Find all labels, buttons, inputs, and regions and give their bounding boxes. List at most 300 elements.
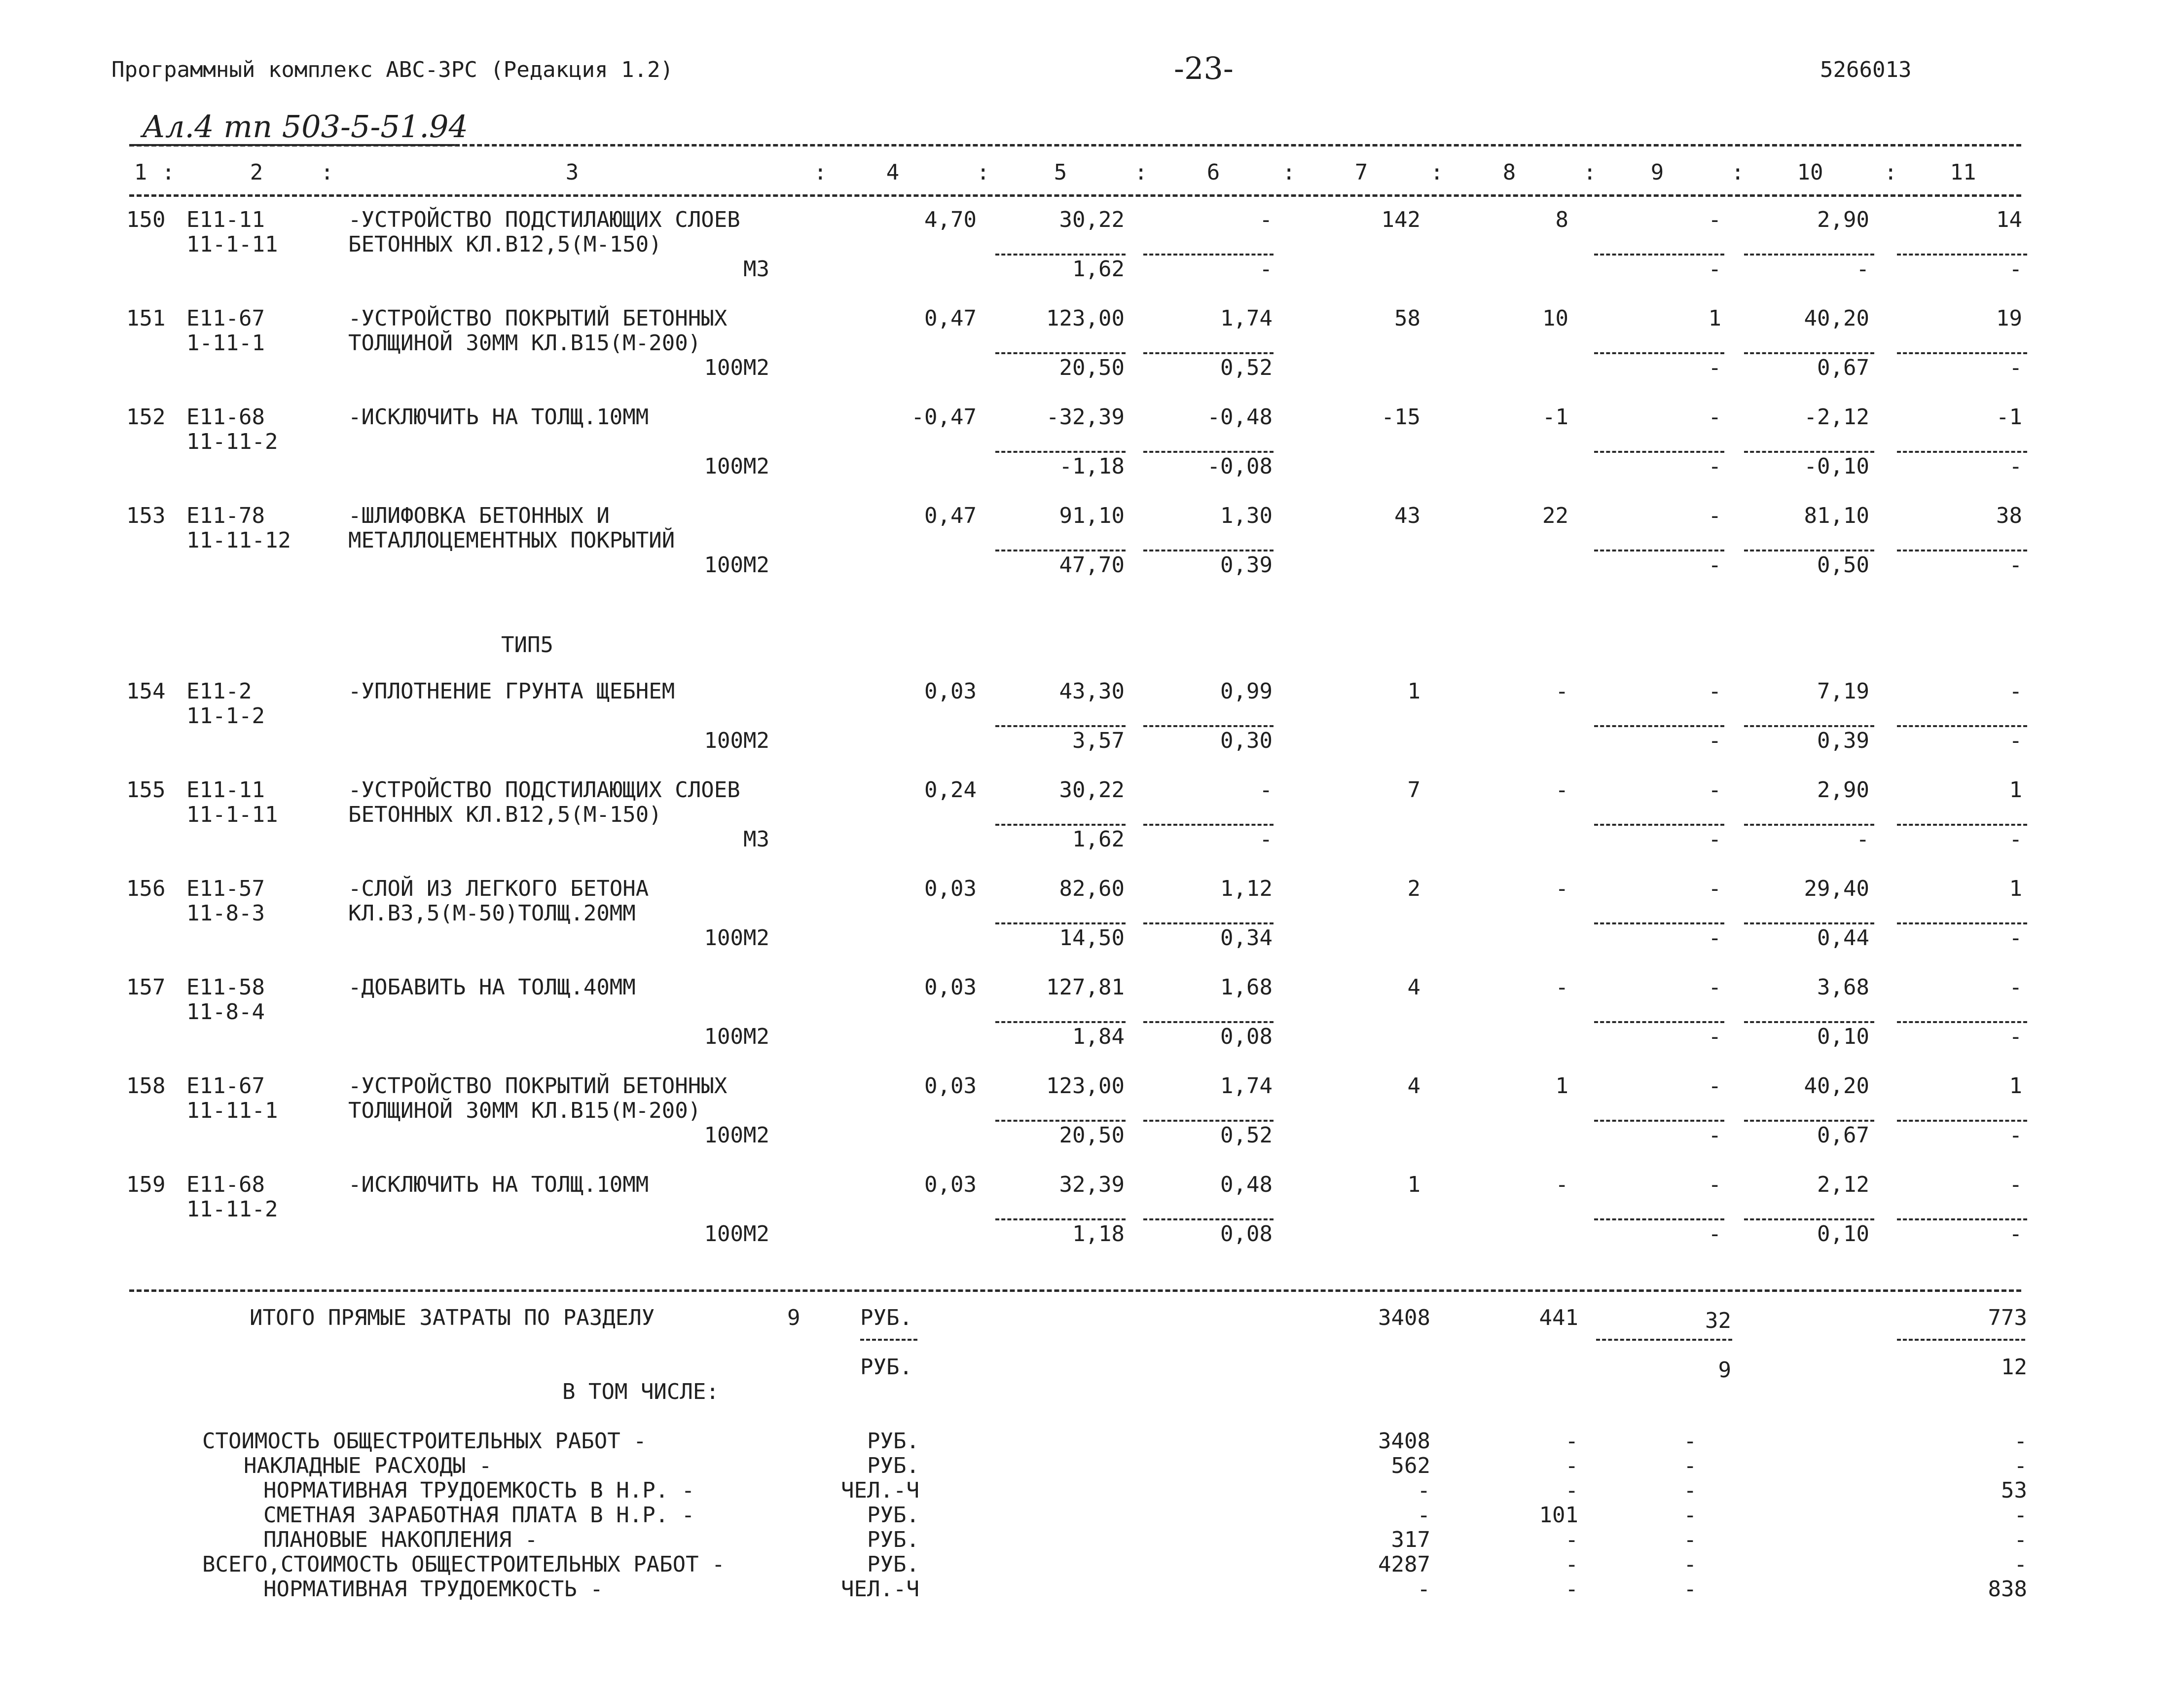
col10-value: 40,20 [1804,1073,1869,1099]
summary-total-label: ИТОГО ПРЯМЫЕ ЗАТРАТЫ ПО РАЗДЕЛУ [250,1305,655,1330]
col4-value: 0,47 [924,503,977,528]
col7-value: 1 [1407,1172,1420,1197]
col11-subtotal: - [2009,1123,2022,1148]
breakdown-label: ПЛАНОВЫЕ НАКОПЛЕНИЯ - [263,1527,538,1552]
entry-number: 153 [126,503,166,528]
breakdown-label: СМЕТНАЯ ЗАРАБОТНАЯ ПЛАТА В Н.Р. - [263,1503,695,1528]
breakdown-col7: 317 [1391,1527,1430,1552]
breakdown-col9: - [1683,1453,1697,1478]
subtotal-rule [1744,550,1874,551]
breakdown-col7: 4287 [1378,1552,1430,1577]
subtotal-rule [1143,1218,1274,1220]
entry-subcode: 11-11-2 [186,429,278,454]
col8-value: 10 [1542,306,1568,331]
breakdown-col9: - [1683,1527,1697,1552]
column-header-4: 4 [886,160,900,185]
subtotal-rule [995,922,1126,924]
subtotal-rule [1594,922,1724,924]
col8-value: 1 [1555,1073,1568,1099]
summary-col11-b: 12 [2001,1355,2027,1380]
column-separator: : [977,160,990,185]
subtotal-rule [1594,1021,1724,1023]
col6-subtotal: 0,08 [1220,1024,1273,1049]
entry-unit: 100М2 [704,1024,769,1049]
col9-subtotal: - [1708,552,1721,578]
col5-value: 127,81 [1046,975,1125,1000]
col11-subtotal: - [2009,257,2022,282]
col11-value: -1 [1996,404,2022,430]
entry-description-2: ТОЛЩИНОЙ 30ММ КЛ.В15(М-200) [348,1098,701,1123]
col7-value: 4 [1407,975,1420,1000]
col9-value: - [1708,1172,1721,1197]
breakdown-col11: 53 [2001,1478,2027,1503]
entry-number: 154 [126,679,166,704]
col5-value: 30,22 [1059,777,1125,803]
subtotal-rule [1594,1218,1724,1220]
col11-subtotal: - [2009,1221,2022,1247]
col5-subtotal: 1,18 [1072,1221,1125,1247]
col6-value: 1,68 [1220,975,1273,1000]
col9-subtotal: - [1708,257,1721,282]
subtotal-rule [1143,725,1274,727]
col4-value: 0,03 [924,975,977,1000]
subtotal-rule [1143,254,1274,256]
subtotal-rule [1897,1021,2027,1023]
subtotal-rule [1897,725,2027,727]
col8-value: - [1555,679,1568,704]
col8-value: - [1555,975,1568,1000]
col4-value: 0,47 [924,306,977,331]
col10-subtotal: 0,10 [1817,1221,1869,1247]
breakdown-col11: - [2014,1429,2027,1454]
col9-value: - [1708,404,1721,430]
column-separator: : [1430,160,1444,185]
col6-subtotal: 0,34 [1220,925,1273,951]
col6-subtotal: 0,52 [1220,1123,1273,1148]
col5-subtotal: 1,84 [1072,1024,1125,1049]
summary-col7: 3408 [1378,1305,1430,1330]
column-header-9: 9 [1650,160,1664,185]
entry-subcode: 11-11-1 [186,1098,278,1123]
col6-value: 1,30 [1220,503,1273,528]
subtotal-rule [1143,550,1274,551]
summary-unit-1: РУБ. [860,1305,912,1330]
subtotal-rule [1594,1120,1724,1122]
column-header-3: 3 [565,160,579,185]
col10-subtotal: 0,39 [1817,728,1869,753]
col7-value: 7 [1407,777,1420,803]
col9-value: - [1708,777,1721,803]
subtotal-rule [1143,1021,1274,1023]
col5-subtotal: 1,62 [1072,827,1125,852]
col5-value: -32,39 [1046,404,1125,430]
document-number: 5266013 [1820,57,1912,82]
col6-subtotal: 0,52 [1220,355,1273,380]
col6-value: -0,48 [1207,404,1273,430]
type-heading: ТИП5 [501,632,553,658]
col10-subtotal: 0,50 [1817,552,1869,578]
col5-value: 32,39 [1059,1172,1125,1197]
col11-value: 1 [2009,1073,2022,1099]
breakdown-col8: - [1565,1552,1578,1577]
subtotal-rule [995,725,1126,727]
column-header-1: 1 [134,160,147,185]
subtotal-rule [1594,550,1724,551]
breakdown-unit: РУБ. [867,1552,919,1577]
entry-description: -ШЛИФОВКА БЕТОННЫХ И [348,503,610,528]
subtotal-rule [1143,922,1274,924]
col6-subtotal: 0,39 [1220,552,1273,578]
subtotal-rule [1143,824,1274,826]
col5-subtotal: 47,70 [1059,552,1125,578]
breakdown-col11: - [2014,1552,2027,1577]
breakdown-unit: РУБ. [867,1453,919,1478]
col9-value: - [1708,207,1721,232]
col9-subtotal: - [1708,827,1721,852]
column-separator: : [1583,160,1597,185]
header-top-rule [129,144,2021,147]
subtotal-rule [1594,254,1724,256]
subtotal-rule [995,1218,1126,1220]
col10-subtotal: - [1856,257,1869,282]
subtotal-rule [1744,824,1874,826]
col9-subtotal: - [1708,728,1721,753]
summary-col9-b: 9 [1718,1358,1731,1383]
subtotal-rule [995,1021,1126,1023]
col8-value: - [1555,1172,1568,1197]
col9-value: - [1708,679,1721,704]
col10-value: 81,10 [1804,503,1869,528]
summary-col11: 773 [1988,1305,2027,1330]
entry-description: -ИСКЛЮЧИТЬ НА ТОЛЩ.10ММ [348,404,649,430]
col7-value: 142 [1381,207,1420,232]
subtotal-rule [1897,451,2027,453]
column-separator: : [1134,160,1148,185]
entry-description-2: ТОЛЩИНОЙ 30ММ КЛ.В15(М-200) [348,330,701,356]
col11-subtotal: - [2009,454,2022,479]
subtotal-rule [1594,352,1724,354]
breakdown-label: НОРМАТИВНАЯ ТРУДОЕМКОСТЬ В Н.Р. - [263,1478,695,1503]
col8-value: - [1555,777,1568,803]
entry-number: 150 [126,207,166,232]
col9-value: - [1708,1073,1721,1099]
col9-subtotal: - [1708,454,1721,479]
col8-value: 22 [1542,503,1568,528]
summary-col8: 441 [1539,1305,1578,1330]
entry-description-2: КЛ.В3,5(М-50)ТОЛЩ.20ММ [348,901,636,926]
breakdown-col7: - [1417,1577,1430,1602]
subtotal-rule [1897,352,2027,354]
column-header-11: 11 [1950,160,1976,185]
breakdown-col11: - [2014,1527,2027,1552]
col6-subtotal: 0,08 [1220,1221,1273,1247]
entry-unit: 100М2 [704,1123,769,1148]
entry-description: -ДОБАВИТЬ НА ТОЛЩ.40ММ [348,975,636,1000]
entry-code: Е11-67 [186,306,265,331]
col10-value: 3,68 [1817,975,1869,1000]
col11-value: - [2009,1172,2022,1197]
column-separator: : [814,160,827,185]
col10-value: 2,12 [1817,1172,1869,1197]
breakdown-col7: - [1417,1503,1430,1528]
breakdown-unit: ЧЕЛ.-Ч [841,1577,919,1602]
col6-subtotal: -0,08 [1207,454,1273,479]
col5-subtotal: -1,18 [1059,454,1125,479]
col6-value: 1,74 [1220,1073,1273,1099]
col10-value: 7,19 [1817,679,1869,704]
col9-subtotal: - [1708,1221,1721,1247]
col10-value: 2,90 [1817,777,1869,803]
col10-value: 40,20 [1804,306,1869,331]
breakdown-label: СТОИМОСТЬ ОБЩЕСТРОИТЕЛЬНЫХ РАБОТ - [202,1429,647,1454]
column-header-7: 7 [1354,160,1368,185]
col6-subtotal: - [1259,827,1273,852]
breakdown-col9: - [1683,1429,1697,1454]
summary-section-number: 9 [787,1305,801,1330]
summary-col9: 32 [1705,1308,1731,1333]
entry-unit: 100М2 [704,355,769,380]
column-header-2: 2 [250,160,263,185]
col7-value: 2 [1407,876,1420,901]
subtotal-rule [1744,725,1874,727]
including-heading: В ТОМ ЧИСЛЕ: [562,1379,719,1404]
column-header-6: 6 [1206,160,1220,185]
subtotal-rule [1744,451,1874,453]
col10-subtotal: -0,10 [1804,454,1869,479]
breakdown-label: НОРМАТИВНАЯ ТРУДОЕМКОСТЬ - [263,1577,603,1602]
subtotal-rule [995,550,1126,551]
subtotal-rule [1897,922,2027,924]
subtotal-rule [1897,1120,2027,1122]
entry-number: 155 [126,777,166,803]
col9-subtotal: - [1708,925,1721,951]
subtotal-rule [1594,725,1724,727]
col5-value: 123,00 [1046,1073,1125,1099]
col9-value: - [1708,503,1721,528]
col11-value: 1 [2009,876,2022,901]
subtotal-rule [1594,451,1724,453]
col7-value: 43 [1394,503,1420,528]
breakdown-col9: - [1683,1503,1697,1528]
entry-code: Е11-2 [186,679,252,704]
entry-description: -УСТРОЙСТВО ПОДСТИЛАЮЩИХ СЛОЕВ [348,207,740,232]
subtotal-rule [1744,352,1874,354]
handwritten-reference: Ал.4 тп 503-5-51.94 [142,109,468,145]
column-separator: : [162,160,175,185]
col6-value: 0,48 [1220,1172,1273,1197]
col11-subtotal: - [2009,925,2022,951]
subtotal-rule [1744,1021,1874,1023]
col5-subtotal: 1,62 [1072,257,1125,282]
subtotal-rule [1744,1218,1874,1220]
entry-subcode: 11-8-4 [186,999,265,1025]
entry-number: 157 [126,975,166,1000]
entry-code: Е11-57 [186,876,265,901]
breakdown-col7: - [1417,1478,1430,1503]
subtotal-rule [995,254,1126,256]
col9-subtotal: - [1708,355,1721,380]
column-separator: : [1282,160,1296,185]
entry-subcode: 11-11-12 [186,528,291,553]
breakdown-unit: ЧЕЛ.-Ч [841,1478,919,1503]
col7-value: 1 [1407,679,1420,704]
subtotal-rule [995,1120,1126,1122]
header-bottom-rule [129,194,2021,197]
col10-value: -2,12 [1804,404,1869,430]
breakdown-col9: - [1683,1478,1697,1503]
col4-value: 4,70 [924,207,977,232]
subtotal-rule [995,824,1126,826]
entry-code: Е11-67 [186,1073,265,1099]
breakdown-col9: - [1683,1552,1697,1577]
entry-number: 151 [126,306,166,331]
col5-subtotal: 20,50 [1059,355,1125,380]
entry-description: -ИСКЛЮЧИТЬ НА ТОЛЩ.10ММ [348,1172,649,1197]
breakdown-col11: 838 [1988,1577,2027,1602]
col4-value: -0,47 [911,404,977,430]
col11-value: - [2009,975,2022,1000]
col9-subtotal: - [1708,1024,1721,1049]
col4-value: 0,03 [924,1172,977,1197]
breakdown-col11: - [2014,1453,2027,1478]
col10-subtotal: 0,67 [1817,1123,1869,1148]
col9-value: 1 [1708,306,1721,331]
entry-number: 152 [126,404,166,430]
col7-value: -15 [1381,404,1420,430]
subtotal-rule [995,451,1126,453]
entry-description: -УСТРОЙСТВО ПОДСТИЛАЮЩИХ СЛОЕВ [348,777,740,803]
column-header-10: 10 [1797,160,1823,185]
breakdown-label: ВСЕГО,СТОИМОСТЬ ОБЩЕСТРОИТЕЛЬНЫХ РАБОТ - [202,1552,725,1577]
breakdown-col11: - [2014,1503,2027,1528]
subtotal-rule [1143,451,1274,453]
entry-number: 156 [126,876,166,901]
col5-value: 30,22 [1059,207,1125,232]
breakdown-unit: РУБ. [867,1429,919,1454]
program-title: Программный комплекс АВС-3РС (Редакция 1.2) [111,57,674,82]
col9-value: - [1708,975,1721,1000]
summary-col9-underline [1596,1339,1732,1341]
entry-subcode: 11-1-11 [186,802,278,827]
subtotal-rule [995,352,1126,354]
col6-subtotal: 0,30 [1220,728,1273,753]
entry-unit: 100М2 [704,1221,769,1247]
col4-value: 0,24 [924,777,977,803]
col6-subtotal: - [1259,257,1273,282]
entry-number: 159 [126,1172,166,1197]
entry-description: -УПЛОТНЕНИЕ ГРУНТА ЩЕБНЕМ [348,679,675,704]
breakdown-unit: РУБ. [867,1503,919,1528]
col11-value: 38 [1996,503,2022,528]
column-header-8: 8 [1502,160,1516,185]
col4-value: 0,03 [924,679,977,704]
entry-subcode: 11-1-2 [186,703,265,729]
summary-top-rule [129,1289,2021,1292]
column-separator: : [1731,160,1745,185]
subtotal-rule [1744,922,1874,924]
col5-value: 123,00 [1046,306,1125,331]
subtotal-rule [1143,1120,1274,1122]
col6-value: - [1259,777,1273,803]
subtotal-rule [1897,824,2027,826]
entry-code: Е11-78 [186,503,265,528]
subtotal-rule [1897,1218,2027,1220]
col11-subtotal: - [2009,552,2022,578]
col11-value: 1 [2009,777,2022,803]
col5-value: 91,10 [1059,503,1125,528]
entry-subcode: 11-8-3 [186,901,265,926]
page-number: -23- [1174,50,1234,86]
entry-code: Е11-68 [186,1172,265,1197]
entry-subcode: 11-1-11 [186,232,278,257]
summary-unit-underline [860,1339,917,1341]
entry-unit: 100М2 [704,552,769,578]
col11-subtotal: - [2009,355,2022,380]
col7-value: 4 [1407,1073,1420,1099]
entry-unit: М3 [743,827,769,852]
col6-value: 1,12 [1220,876,1273,901]
subtotal-rule [1143,352,1274,354]
column-header-5: 5 [1054,160,1067,185]
col5-subtotal: 14,50 [1059,925,1125,951]
entry-unit: 100М2 [704,454,769,479]
col10-value: 29,40 [1804,876,1869,901]
col11-subtotal: - [2009,827,2022,852]
breakdown-col8: - [1565,1478,1578,1503]
col10-value: 2,90 [1817,207,1869,232]
col8-value: 8 [1555,207,1568,232]
entry-description: -СЛОЙ ИЗ ЛЕГКОГО БЕТОНА [348,876,649,901]
entry-unit: М3 [743,257,769,282]
breakdown-col8: - [1565,1527,1578,1552]
breakdown-unit: РУБ. [867,1527,919,1552]
entry-code: Е11-11 [186,207,265,232]
column-separator: : [1884,160,1897,185]
subtotal-rule [1744,1120,1874,1122]
entry-unit: 100М2 [704,925,769,951]
col8-value: - [1555,876,1568,901]
col11-value: 14 [1996,207,2022,232]
col6-value: 1,74 [1220,306,1273,331]
entry-description-2: БЕТОННЫХ КЛ.В12,5(М-150) [348,802,662,827]
breakdown-col9: - [1683,1577,1697,1602]
summary-col11-underline [1897,1339,2025,1341]
entry-description: -УСТРОЙСТВО ПОКРЫТИЙ БЕТОННЫХ [348,306,728,331]
breakdown-col8: - [1565,1577,1578,1602]
entry-code: Е11-11 [186,777,265,803]
subtotal-rule [1897,550,2027,551]
col10-subtotal: - [1856,827,1869,852]
col11-subtotal: - [2009,1024,2022,1049]
breakdown-col8: 101 [1539,1503,1578,1528]
subtotal-rule [1744,254,1874,256]
entry-description-2: МЕТАЛЛОЦЕМЕНТНЫХ ПОКРЫТИЙ [348,528,675,553]
col6-value: - [1259,207,1273,232]
col10-subtotal: 0,67 [1817,355,1869,380]
col6-value: 0,99 [1220,679,1273,704]
col10-subtotal: 0,10 [1817,1024,1869,1049]
entry-description-2: БЕТОННЫХ КЛ.В12,5(М-150) [348,232,662,257]
col5-subtotal: 20,50 [1059,1123,1125,1148]
entry-code: Е11-58 [186,975,265,1000]
col10-subtotal: 0,44 [1817,925,1869,951]
col7-value: 58 [1394,306,1420,331]
breakdown-label: НАКЛАДНЫЕ РАСХОДЫ - [244,1453,492,1478]
col8-value: -1 [1542,404,1568,430]
col9-subtotal: - [1708,1123,1721,1148]
col5-value: 43,30 [1059,679,1125,704]
subtotal-rule [1897,254,2027,256]
